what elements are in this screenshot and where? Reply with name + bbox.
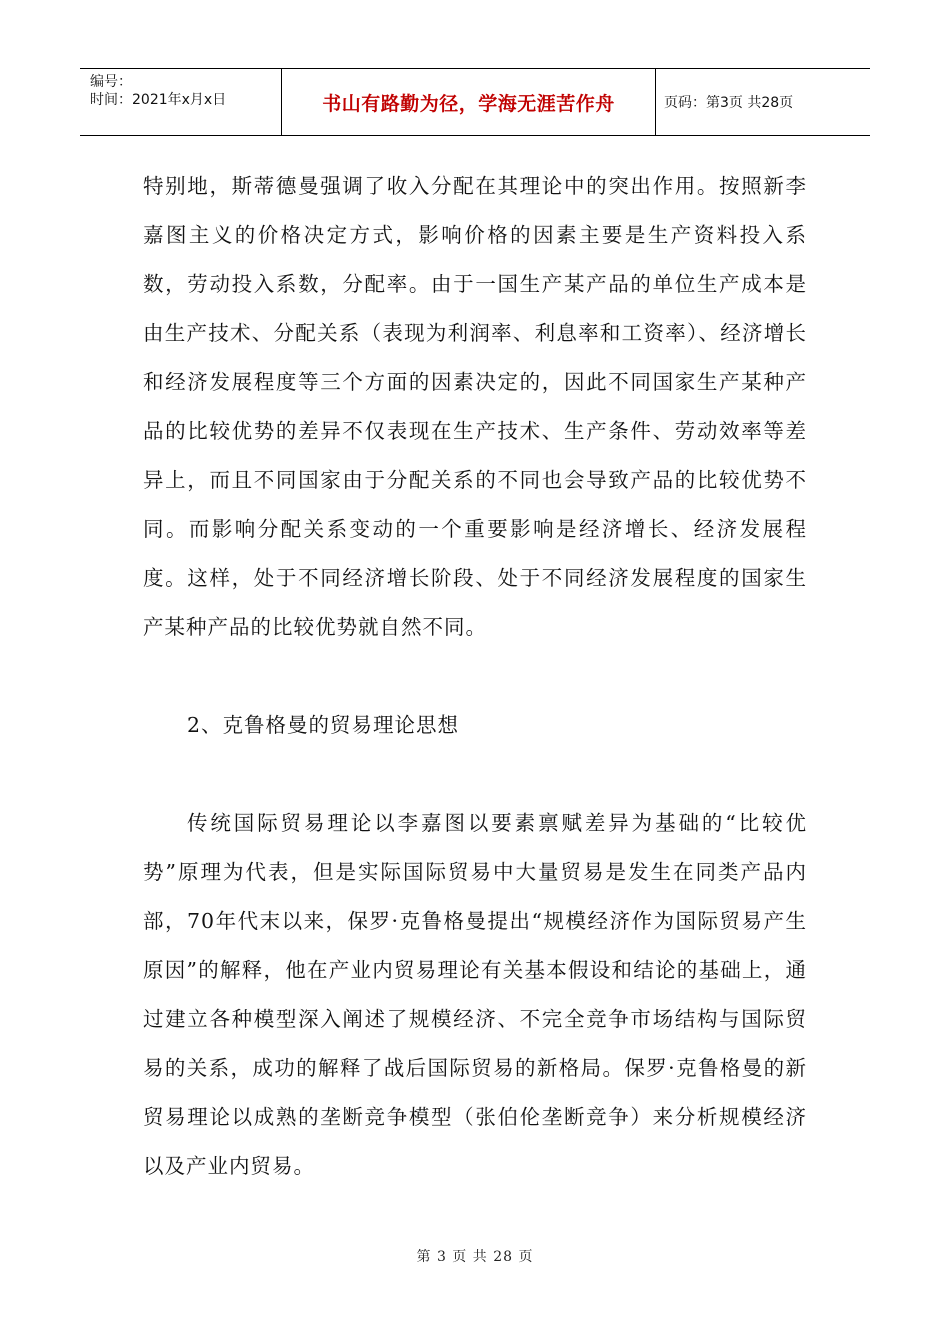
document-body	[143, 162, 807, 1191]
document-number-label: 编号：	[90, 74, 132, 90]
document-date-label: 时间：2021年x月x日	[90, 92, 227, 108]
header-meta	[80, 69, 282, 135]
section-heading: 2、克鲁格曼的贸易理论思想	[187, 713, 460, 737]
header-motto: 书山有路勤为径，学海无涯苦作舟	[282, 69, 656, 135]
page-footer: 第 3 页 共 28 页	[416, 1249, 534, 1265]
page-header	[80, 68, 870, 136]
body-paragraph: 特别地，斯蒂德曼强调了收入分配在其理论中的突出作用。按照新李嘉图主义的价格决定方式，影响价格的因素主要是生产资料投入系数，劳动投入系数，分配率。由于一国生产某产品的单位生产成本是由生产技术、分配关系（表现为利润率、利息率和工资率）、经济增长和经济发展程度等三个方面的因素决定的，因此不同国家生产某种产品的比较优势的差异不仅表现在生产技术、生产条件、劳动效率等差异上，而且不同国家由于分配关系的不同也会导致产品的比较优势不同。而影响分配关系变动的一个重要影响是经济增长、经济发展程度。这样，处于不同经济增长阶段、处于不同经济发展程度的国家生产某种产品的比较优势就自然不同。	[143, 174, 807, 639]
body-paragraph: 传统国际贸易理论以李嘉图以要素禀赋差异为基础的“比较优势”原理为代表，但是实际国际贸易中大量贸易是发生在同类产品内部，70年代末以来，保罗·克鲁格曼提出“规模经济作为国际贸易产生原因”的解释，他在产业内贸易理论有关基本假设和结论的基础上，通过建立各种模型深入阐述了规模经济、不完全竞争市场结构与国际贸易的关系，成功的解释了战后国际贸易的新格局。保罗·克鲁格曼的新贸易理论以成熟的垄断竞争模型（张伯伦垄断竞争）来分析规模经济以及产业内贸易。	[143, 811, 807, 1178]
header-page-info: 页码：第3页 共28页	[664, 95, 794, 111]
